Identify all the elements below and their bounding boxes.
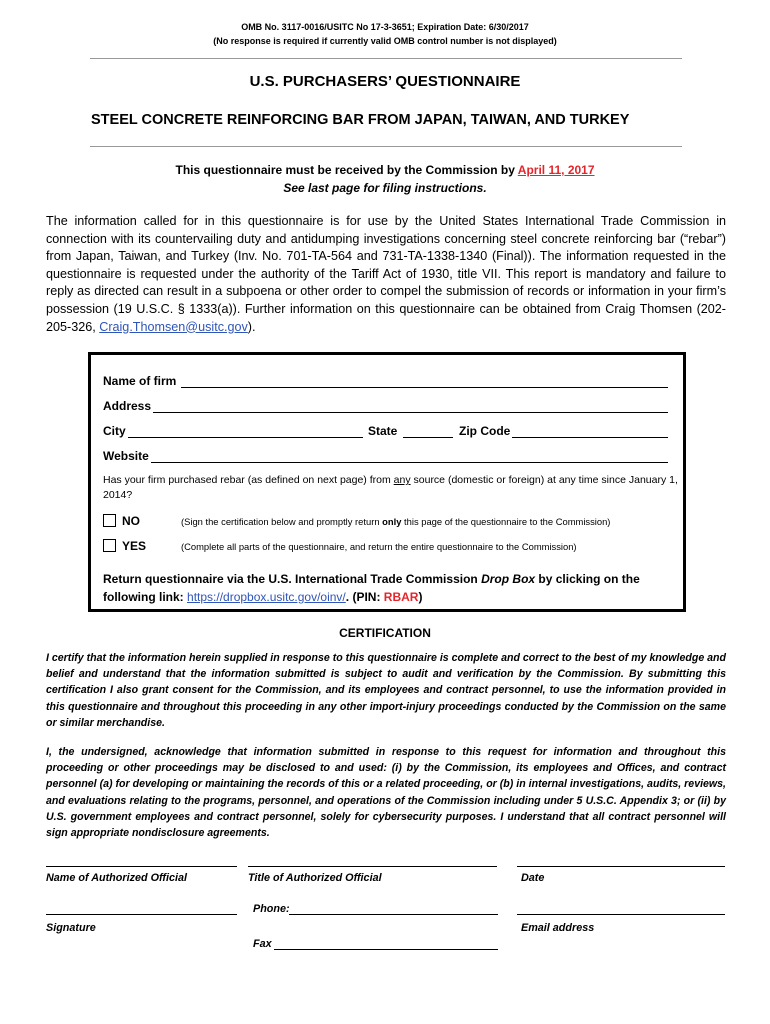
- fax-field[interactable]: [274, 949, 498, 950]
- official-title-field[interactable]: [248, 866, 497, 867]
- pin-code: RBAR: [383, 590, 419, 604]
- yes-label: YES: [122, 539, 147, 553]
- date-label: Date: [521, 872, 545, 884]
- no-note-a: (Sign the certification below and promptly return: [181, 516, 383, 527]
- yes-checkbox[interactable]: [103, 539, 116, 552]
- signature-label: Signature: [46, 922, 96, 934]
- fax-label: Fax: [253, 938, 272, 950]
- zip-field[interactable]: [512, 437, 668, 438]
- question-text-a: Has your firm purchased rebar (as defined on next page) from: [103, 474, 394, 486]
- certification-heading: CERTIFICATION: [339, 626, 431, 640]
- city-field[interactable]: [128, 437, 363, 438]
- certification-paragraph-1: I certify that the information herein supplied in response to this questionnaire is complete and correct to the best of my knowledge and belief and understand that the information submitted is subject to audit and verification by the Commission. By submitting this certification I also grant consent for the Commission, and its employees and contract personnel, to use the information provided in this questionnaire and throughout this proceeding in any other import-injury proceedings conducted by the Commission on the same or similar merchandise.: [46, 652, 726, 729]
- firm-name-field[interactable]: [181, 387, 668, 388]
- phone-label: Phone:: [253, 903, 290, 915]
- certification-paragraph-2: I, the undersigned, acknowledge that information submitted in response to this request for information and throughout this proceeding or other proceedings may be disclosed to and used: (i) by the Commission, its employees and Offices, and contract personnel (a) for developing or maintaining the records of this or a related proceeding, or (b) in internal investigations, audits, reviews, and evaluations relating to the programs, personnel, and operations of the Commission including under 5 U.S.C. Appendix 3; or (ii) by U.S. government employees and contract personnel, solely for cybersecurity purposes. I understand that all contract personnel will sign appropriate nondisclosure agreements.: [46, 746, 726, 840]
- subtitle-divider: [90, 146, 682, 147]
- intro-text: The information called for in this questionnaire is for use by the United States International Trade Commission in connection with its countervailing duty and antidumping investigations concerning steel concrete reinforcing bar (“rebar”) from Japan, Taiwan, and Turkey (Inv. No. 701-TA-564 and 731-TA-1338-1340 (Final)). The information requested in the questionnaire is requested under the authority of the Tariff Act of 1930, title VII. This report is mandatory and failure to reply as directed can result in a subpoena or other order to compel the submission of records or information in your firm’s possession (19 U.S.C. § 1333(a)). Further information on this questionnaire can be obtained from Craig Thomsen (202-205-326,: [46, 214, 726, 334]
- return-text-b: by clicking on the following link: [103, 572, 640, 604]
- omb-number: OMB No. 3117-0016/USITC No 17-3-3651; Expiration Date: 6/30/2017: [241, 22, 529, 32]
- return-dropbox: Drop Box: [481, 572, 536, 586]
- top-divider: [90, 58, 682, 59]
- no-label: NO: [122, 514, 140, 528]
- address-label: Address: [103, 399, 152, 413]
- no-note-b: this page of the questionnaire to the Commission): [401, 516, 611, 527]
- dropbox-link[interactable]: https://dropbox.usitc.gov/oinv/: [187, 590, 346, 604]
- no-note-only: only: [382, 516, 402, 527]
- official-name-field[interactable]: [46, 866, 237, 867]
- receipt-text: This questionnaire must be received by the Commission by: [175, 163, 518, 177]
- purchase-question: [103, 473, 681, 503]
- email-field[interactable]: [517, 914, 725, 915]
- address-field[interactable]: [153, 412, 668, 413]
- contact-email-link[interactable]: Craig.Thomsen@usitc.gov: [99, 319, 248, 334]
- zip-label: Zip Code: [459, 424, 511, 438]
- intro-end: ).: [247, 319, 256, 334]
- omb-note: (No response is required if currently valid OMB control number is not displayed): [213, 36, 557, 46]
- intro-paragraph: [46, 213, 726, 336]
- yes-instruction: (Complete all parts of the questionnaire, and return the entire questionnaire to the Commission): [181, 541, 577, 552]
- phone-field[interactable]: [289, 914, 498, 915]
- page-title: U.S. PURCHASERS’ QUESTIONNAIRE: [249, 73, 521, 90]
- deadline-date: April 11, 2017: [517, 163, 595, 177]
- official-name-label: Name of Authorized Official: [46, 872, 187, 884]
- return-instructions: [103, 570, 663, 606]
- state-field[interactable]: [403, 437, 453, 438]
- receipt-deadline: [0, 163, 770, 177]
- question-text-b: source (domestic or foreign) at any time since January 1, 2014?: [103, 474, 678, 501]
- website-field[interactable]: [151, 462, 668, 463]
- state-label: State: [368, 424, 398, 438]
- city-label: City: [103, 424, 126, 438]
- website-label: Website: [103, 449, 149, 463]
- no-checkbox[interactable]: [103, 514, 116, 527]
- return-text-a: Return questionnaire via the U.S. International Trade Commission: [103, 572, 482, 586]
- question-any: any: [393, 474, 411, 486]
- official-title-label: Title of Authorized Official: [248, 872, 382, 884]
- page-subtitle: STEEL CONCRETE REINFORCING BAR FROM JAPAN, TAIWAN, AND TURKEY: [91, 112, 630, 128]
- return-colon: :: [179, 590, 188, 604]
- date-field[interactable]: [517, 866, 725, 867]
- return-text-d: ): [418, 590, 423, 604]
- firm-name-label: Name of firm: [103, 374, 177, 388]
- no-instruction: [181, 516, 610, 527]
- return-text-c: . (PIN:: [345, 590, 384, 604]
- email-label: Email address: [521, 922, 595, 934]
- signature-field[interactable]: [46, 914, 237, 915]
- filing-note: See last page for filing instructions.: [283, 181, 487, 195]
